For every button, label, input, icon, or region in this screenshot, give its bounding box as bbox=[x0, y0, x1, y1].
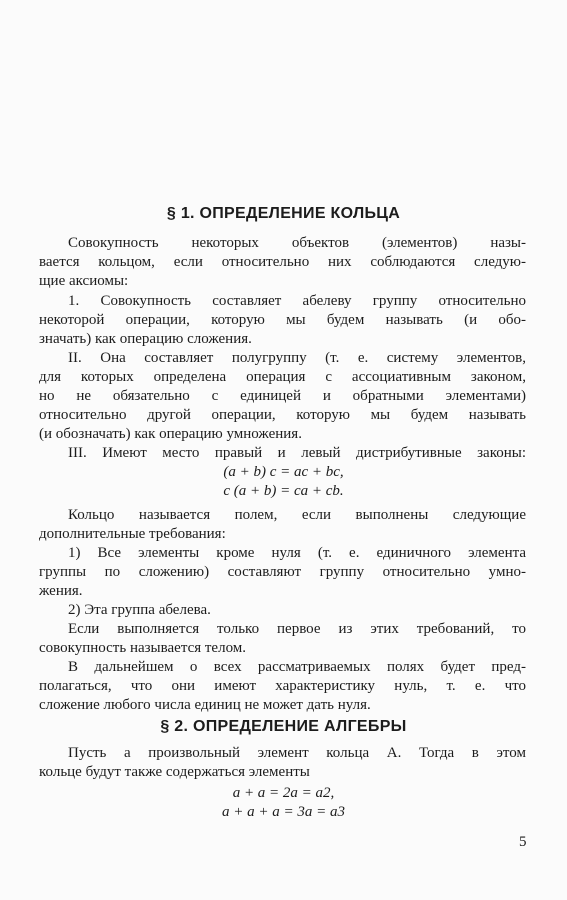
text-line: В дальнейшем о всех рассматриваемых полях будет пред- bbox=[68, 659, 526, 675]
text-line: Кольцо называется полем, если выполнены следующие bbox=[68, 507, 526, 523]
formula-3a: a + a + a = 3a = a3 bbox=[222, 804, 345, 820]
section-1-title: § 1. ОПРЕДЕЛЕНИЕ КОЛЬЦА bbox=[166, 205, 401, 222]
formula-distributive-left: c (a + b) = ca + cb. bbox=[223, 483, 344, 499]
section-2-title: § 2. ОПРЕДЕЛЕНИЕ АЛГЕБРЫ bbox=[160, 718, 407, 735]
formula-2a: a + a = 2a = a2, bbox=[232, 785, 335, 801]
text-line: щие аксиомы: bbox=[39, 273, 129, 289]
text-line: некоторой операции, которую мы будем называть (и обо- bbox=[39, 312, 526, 328]
text-line: II. Она составляет полугруппу (т. е. систему элементов, bbox=[68, 350, 526, 366]
text-line: 2) Эта группа абелева. bbox=[68, 602, 211, 618]
text-line: но не обязательно с единицей и обратными элементами) bbox=[39, 388, 526, 404]
text-line: 1. Совокупность составляет абелеву группу относительно bbox=[68, 293, 526, 309]
text-line: для которых определена операция с ассоциативным законом, bbox=[39, 369, 526, 385]
text-line: группы по сложению) составляют группу относительно умно- bbox=[39, 564, 526, 580]
text-line: (и обозначать) как операцию умножения. bbox=[39, 426, 302, 442]
text-line: полагаться, что они имеют характеристику нуль, т. е. что bbox=[39, 678, 526, 694]
text-line: жения. bbox=[39, 583, 83, 599]
text-line: кольце будут также содержаться элементы bbox=[39, 764, 310, 780]
formula-distributive-right: (a + b) c = ac + bc, bbox=[223, 464, 344, 480]
text-line: относительно другой операции, которую мы будем называть bbox=[39, 407, 526, 423]
text-line: значать) как операцию сложения. bbox=[39, 331, 252, 347]
page-number: 5 bbox=[519, 834, 527, 850]
text-line: вается кольцом, если относительно них соблюдаются следую- bbox=[39, 254, 526, 270]
text-line: III. Имеют место правый и левый дистрибутивные законы: bbox=[68, 445, 526, 461]
text-line: дополнительные требования: bbox=[39, 526, 226, 542]
text-line: Если выполняется только первое из этих требований, то bbox=[68, 621, 526, 637]
text-line: сложение любого числа единиц не может дать нуля. bbox=[39, 697, 371, 713]
text-line: 1) Все элементы кроме нуля (т. е. единичного элемента bbox=[68, 545, 526, 561]
text-line: Пусть a произвольный элемент кольца A. Тогда в этом bbox=[68, 745, 526, 761]
text-line: совокупность называется телом. bbox=[39, 640, 247, 656]
text-line: Совокупность некоторых объектов (элементов) назы- bbox=[68, 235, 526, 251]
